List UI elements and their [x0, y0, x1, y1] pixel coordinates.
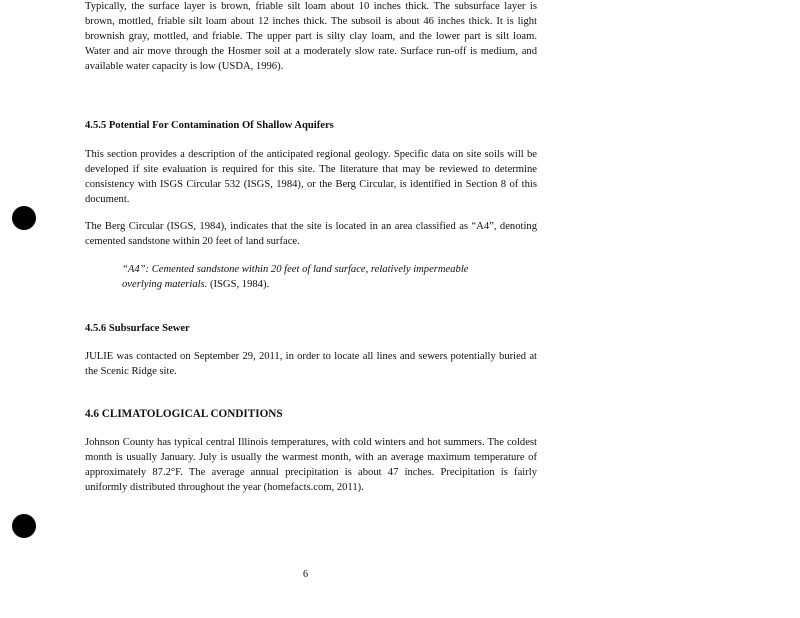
binder-hole-upper [12, 206, 36, 230]
section-4-6-heading: 4.6 CLIMATOLOGICAL CONDITIONS [85, 408, 283, 420]
section-4-5-6-heading: 4.5.6 Subsurface Sewer [85, 323, 190, 334]
page-number: 6 [303, 569, 308, 580]
section-4-5-6-paragraph: JULIE was contacted on September 29, 2011, in order to locate all lines and sewers potentially buried at the Scenic Ridge site. [85, 351, 537, 377]
quote-citation: (ISGS, 1984). [209, 279, 270, 290]
soil-description-paragraph: Typically, the surface layer is brown, friable silt loam about 10 inches thick. The subsurface layer is brown, mottled, friable silt loam about 12 inches thick. The subsoil is about 46 inches thick. It is light brownish gray, mottled, and friable. The upper part is silty clay loam, and the lower part is silt loam. Water and air move through the Hosmer soil at a moderately slow rate. Surface run-off is medium, and available water capacity is low (USDA, 1996). [85, 1, 537, 72]
binder-hole-lower [12, 514, 36, 538]
section-4-6-paragraph: Johnson County has typical central Illinois temperatures, with cold winters and hot summers. The coldest month is usually January. July is usually the warmest month, with an average maximum temperature of approximately 87.2°F. The average annual precipitation is about 47 inches. Precipitation is fairly uniformly distributed throughout the year (homefacts.com, 2011). [85, 437, 537, 493]
section-4-5-5-paragraph-1: This section provides a description of the anticipated regional geology. Specific data on site soils will be developed if site evaluation is required for this site. The literature that may be reviewed to determine consistency with ISGS Circular 532 (ISGS, 1984), or the Berg Circular, is identified in Section 8 of this document. [85, 149, 537, 205]
section-4-5-5-heading: 4.5.5 Potential For Contamination Of Shallow Aquifers [85, 120, 334, 131]
section-4-5-5-paragraph-2: The Berg Circular (ISGS, 1984), indicates that the site is located in an area classified as “A4”, denoting cemented sandstone within 20 feet of land surface. [85, 221, 537, 247]
quote-italic-text: “A4”: Cemented sandstone within 20 feet of land surface, relatively impermeable overlying materials. [122, 264, 469, 290]
berg-circular-quote [122, 262, 482, 292]
